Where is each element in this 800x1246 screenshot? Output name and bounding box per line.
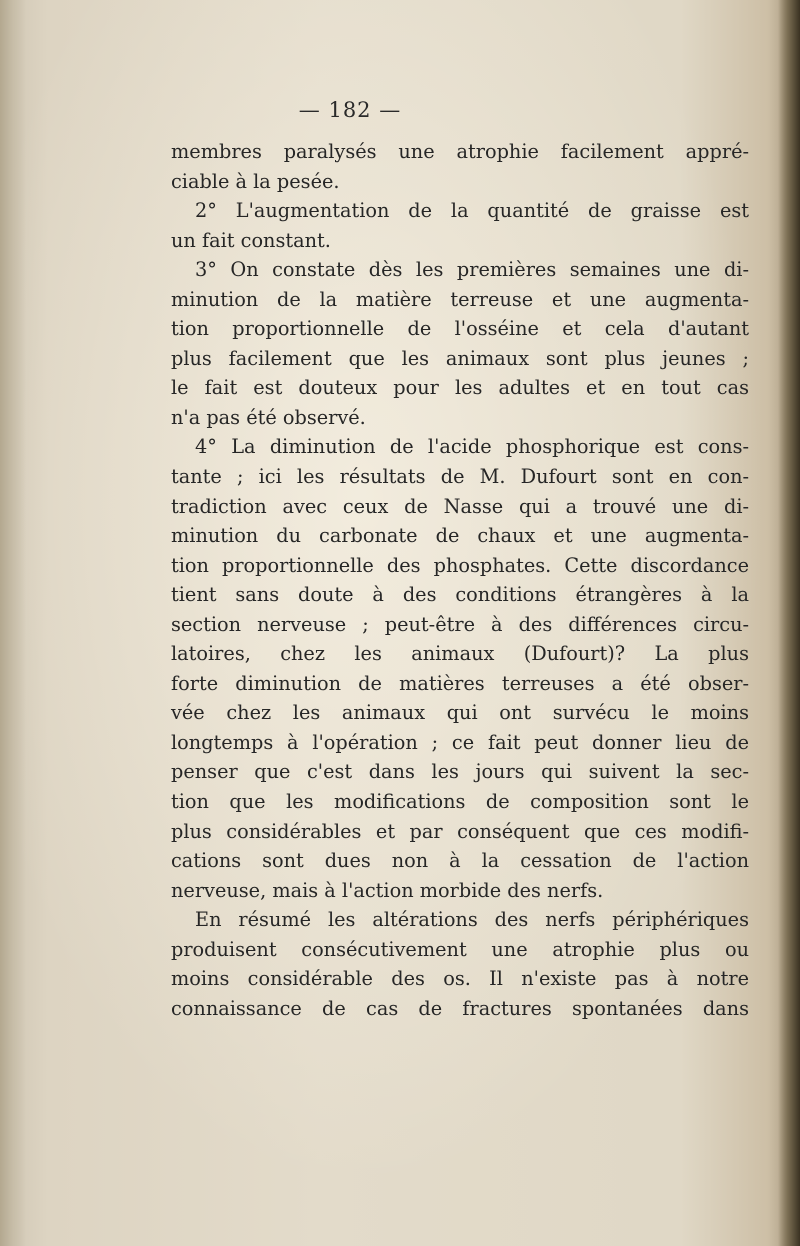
text-line: n'a pas été observé. — [171, 405, 366, 429]
text-line: minution du carbonate de chaux et une augmenta- — [171, 524, 749, 548]
text-line: moins considérable des os. Il n'existe pas à notre — [171, 967, 749, 991]
text-line: minution de la matière terreuse et une augmenta- — [171, 287, 749, 311]
text-line: longtemps à l'opération ; ce fait peut donner lieu de — [171, 730, 749, 754]
text-line: tante ; ici les résultats de M. Dufourt sont en con- — [171, 465, 749, 489]
text-line: tradiction avec ceux de Nasse qui a trouvé une di- — [171, 494, 749, 518]
page-left-edge-shadow — [0, 0, 26, 1246]
text-line: En résumé les altérations des nerfs périphériques — [195, 908, 749, 932]
text-line: tion proportionnelle de l'osséine et cela d'autant — [171, 317, 749, 341]
text-line: ciable à la pesée. — [171, 169, 340, 193]
text-line: membres paralysés une atrophie facilement appré- — [171, 140, 749, 163]
text-line: tion que les modifications de composition sont le — [171, 790, 749, 814]
text-line: forte diminution de matières terreuses a été obser- — [171, 671, 749, 695]
text-line: latoires, chez les animaux (Dufourt)? La plus — [171, 642, 749, 666]
text-line: section nerveuse ; peut-être à des différences circu- — [171, 612, 749, 636]
text-line: nerveuse, mais à l'action morbide des nerfs. — [171, 878, 604, 902]
text-line: produisent consécutivement une atrophie plus ou — [171, 937, 749, 961]
body-text — [171, 137, 749, 1023]
page-right-edge-binding — [778, 0, 800, 1246]
text-line: plus considérables et par conséquent que ces modifi- — [171, 819, 749, 843]
text-line: 3° On constate dès les premières semaines une di- — [195, 258, 749, 282]
text-line: un fait constant. — [171, 228, 331, 252]
text-line: le fait est douteux pour les adultes et en tout cas — [171, 376, 749, 400]
text-line: 2° L'augmentation de la quantité de graisse est — [195, 199, 749, 223]
text-line: connaissance de cas de fractures spontanées dans — [171, 996, 749, 1020]
text-line: cations sont dues non à la cessation de l'action — [171, 849, 749, 873]
text-line: plus facilement que les animaux sont plus jeunes ; — [171, 346, 749, 370]
text-line: tion proportionnelle des phosphates. Cette discordance — [171, 553, 749, 577]
text-line: vée chez les animaux qui ont survécu le moins — [171, 701, 749, 725]
page-number: — 182 — — [298, 98, 402, 122]
text-line: penser que c'est dans les jours qui suivent la sec- — [171, 760, 749, 784]
text-line: 4° La diminution de l'acide phosphorique est cons- — [195, 435, 749, 459]
text-line: tient sans doute à des conditions étrangères à la — [171, 583, 749, 607]
